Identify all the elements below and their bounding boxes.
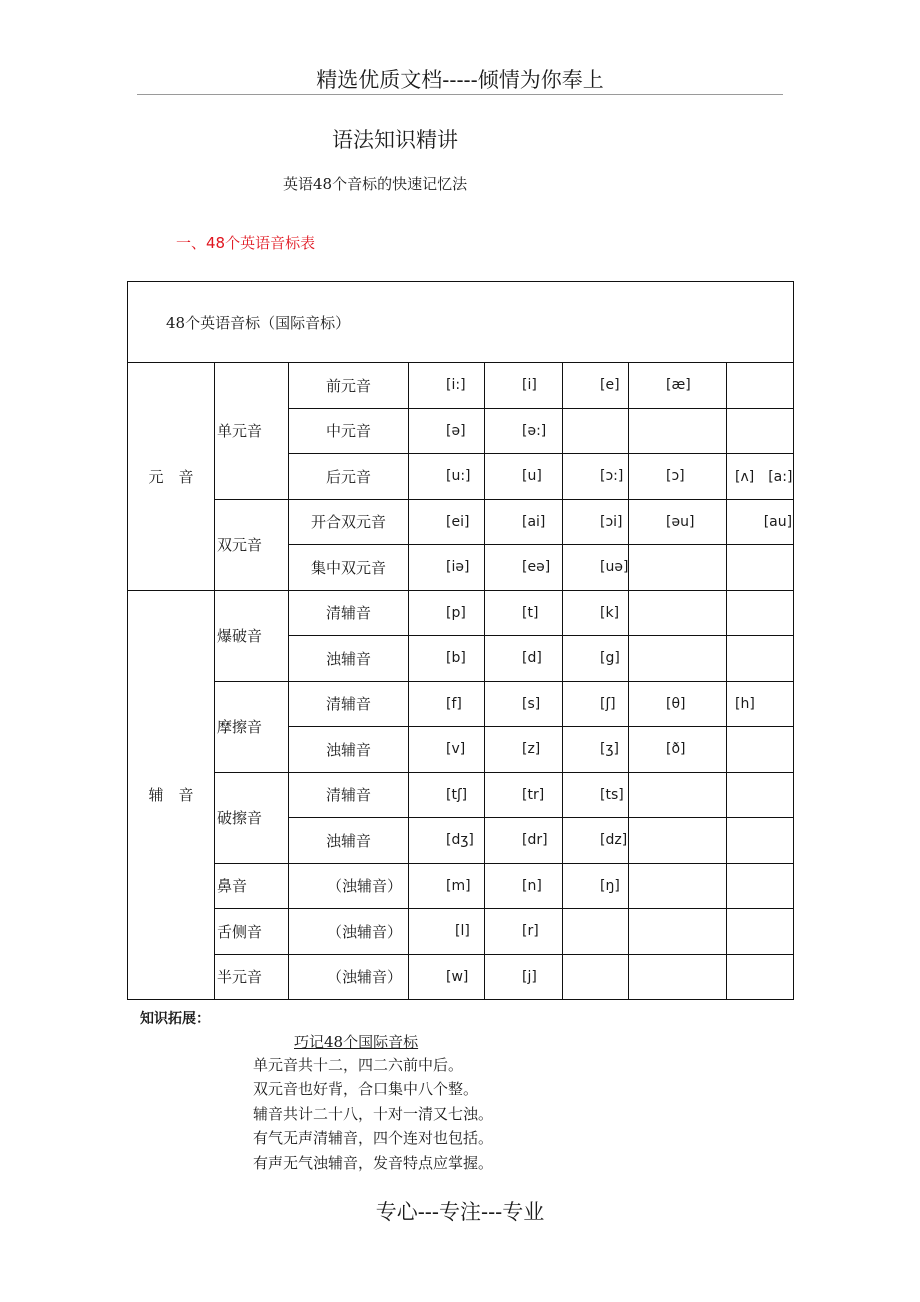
phonetic-symbol: [b] [409, 636, 485, 682]
phonetic-symbol: [ð] [629, 727, 727, 773]
phonetic-symbol-table [127, 281, 794, 1000]
phonetic-symbol: [l] [409, 909, 485, 955]
vowel-category: 元 音 [128, 363, 215, 591]
phonetic-symbol: [ai] [485, 499, 563, 545]
affricate-label: 破擦音 [215, 772, 289, 863]
header-divider [137, 94, 783, 95]
empty-cell [727, 590, 794, 636]
phonetic-symbol: [m] [409, 863, 485, 909]
phonetic-symbol: [w] [409, 954, 485, 1000]
lateral-label: 舌侧音 [215, 909, 289, 955]
poem-line: 辅音共计二十八，十对一清又七浊。 [253, 1104, 494, 1123]
row-label: 清辅音 [289, 590, 409, 636]
empty-cell [629, 909, 727, 955]
empty-cell [563, 909, 629, 955]
empty-cell [563, 408, 629, 454]
fricative-label: 摩擦音 [215, 681, 289, 772]
phonetic-symbol: [ə:] [485, 408, 563, 454]
phonetic-symbol: [əu] [629, 499, 727, 545]
row-label: 清辅音 [289, 681, 409, 727]
phonetic-symbol: [z] [485, 727, 563, 773]
phonetic-symbol: [f] [409, 681, 485, 727]
extension-label: 知识拓展： [140, 1011, 210, 1027]
phonetic-symbol: [ʌ] [a:] [727, 454, 794, 500]
empty-cell [727, 909, 794, 955]
empty-cell [629, 863, 727, 909]
phonetic-symbol: [dz] [563, 818, 629, 864]
phonetic-symbol: [ʒ] [563, 727, 629, 773]
empty-cell [727, 363, 794, 409]
mnemonic-poem [253, 1053, 493, 1175]
phonetic-symbol: [uə] [563, 545, 629, 591]
row-label: 集中双元音 [289, 545, 409, 591]
phonetic-symbol: [t] [485, 590, 563, 636]
phonetic-symbol: [tʃ] [409, 772, 485, 818]
diphthong-label: 双元音 [215, 499, 289, 590]
monophthong-label: 单元音 [215, 363, 289, 500]
empty-cell [629, 545, 727, 591]
empty-cell [629, 772, 727, 818]
consonant-category: 辅 音 [128, 590, 215, 1000]
mnemonic-title: 巧记48个国际音标 [294, 1033, 419, 1051]
nasal-label: 鼻音 [215, 863, 289, 909]
section-heading: 一、48个英语音标表 [176, 234, 316, 252]
poem-line: 单元音共十二，四二六前中后。 [253, 1056, 464, 1074]
empty-cell [629, 590, 727, 636]
empty-cell [727, 408, 794, 454]
phonetic-symbol: [θ] [629, 681, 727, 727]
voiced-note: （浊辅音） [289, 909, 409, 955]
document-subtitle: 英语48个音标的快速记忆法 [283, 175, 468, 193]
plosive-label: 爆破音 [215, 590, 289, 681]
empty-cell [727, 545, 794, 591]
semivowel-label: 半元音 [215, 954, 289, 1000]
phonetic-symbol: [dr] [485, 818, 563, 864]
empty-cell [727, 727, 794, 773]
page-header: 精选优质文档-----倾情为你奉上 [316, 68, 604, 92]
voiced-note: （浊辅音） [289, 863, 409, 909]
phonetic-symbol: [g] [563, 636, 629, 682]
poem-line: 有声无气浊辅音，发音特点应掌握。 [253, 1153, 494, 1172]
phonetic-symbol: [r] [485, 909, 563, 955]
empty-cell [727, 636, 794, 682]
phonetic-symbol: [n] [485, 863, 563, 909]
phonetic-symbol: [e] [563, 363, 629, 409]
phonetic-symbol: [s] [485, 681, 563, 727]
phonetic-symbol: [ə] [409, 408, 485, 454]
phonetic-symbol: [au] [727, 499, 794, 545]
row-label: 前元音 [289, 363, 409, 409]
row-label: 开合双元音 [289, 499, 409, 545]
phonetic-symbol: [v] [409, 727, 485, 773]
phonetic-symbol: [ɔi] [563, 499, 629, 545]
row-label: 浊辅音 [289, 636, 409, 682]
phonetic-symbol: [æ] [629, 363, 727, 409]
row-label: 中元音 [289, 408, 409, 454]
phonetic-symbol: [p] [409, 590, 485, 636]
phonetic-symbol: [ɔ] [629, 454, 727, 500]
page-footer: 专心---专注---专业 [375, 1200, 545, 1224]
empty-cell [629, 818, 727, 864]
table-caption: 48个英语音标（国际音标） [128, 282, 794, 363]
phonetic-symbol: [i] [485, 363, 563, 409]
empty-cell [727, 863, 794, 909]
empty-cell [727, 818, 794, 864]
phonetic-symbol: [d] [485, 636, 563, 682]
voiced-note: （浊辅音） [289, 954, 409, 1000]
phonetic-symbol: [k] [563, 590, 629, 636]
empty-cell [629, 954, 727, 1000]
poem-line: 双元音也好背，合口集中八个整。 [253, 1080, 479, 1099]
phonetic-symbol: [eə] [485, 545, 563, 591]
phonetic-symbol: [i:] [409, 363, 485, 409]
phonetic-symbol: [tr] [485, 772, 563, 818]
row-label: 后元音 [289, 454, 409, 500]
phonetic-symbol: [iə] [409, 545, 485, 591]
row-label: 清辅音 [289, 772, 409, 818]
row-label: 浊辅音 [289, 818, 409, 864]
empty-cell [629, 636, 727, 682]
phonetic-symbol: [u] [485, 454, 563, 500]
phonetic-symbol: [j] [485, 954, 563, 1000]
phonetic-symbol: [ɔ:] [563, 454, 629, 500]
row-label: 浊辅音 [289, 727, 409, 773]
phonetic-symbol: [dʒ] [409, 818, 485, 864]
phonetic-symbol: [ʃ] [563, 681, 629, 727]
phonetic-symbol: [ŋ] [563, 863, 629, 909]
empty-cell [727, 772, 794, 818]
poem-line: 有气无声清辅音，四个连对也包括。 [253, 1129, 494, 1148]
phonetic-symbol: [ts] [563, 772, 629, 818]
empty-cell [629, 408, 727, 454]
document-title: 语法知识精讲 [332, 128, 458, 152]
empty-cell [727, 954, 794, 1000]
phonetic-symbol: [u:] [409, 454, 485, 500]
phonetic-symbol: [ei] [409, 499, 485, 545]
empty-cell [563, 954, 629, 1000]
phonetic-symbol: [h] [727, 681, 794, 727]
